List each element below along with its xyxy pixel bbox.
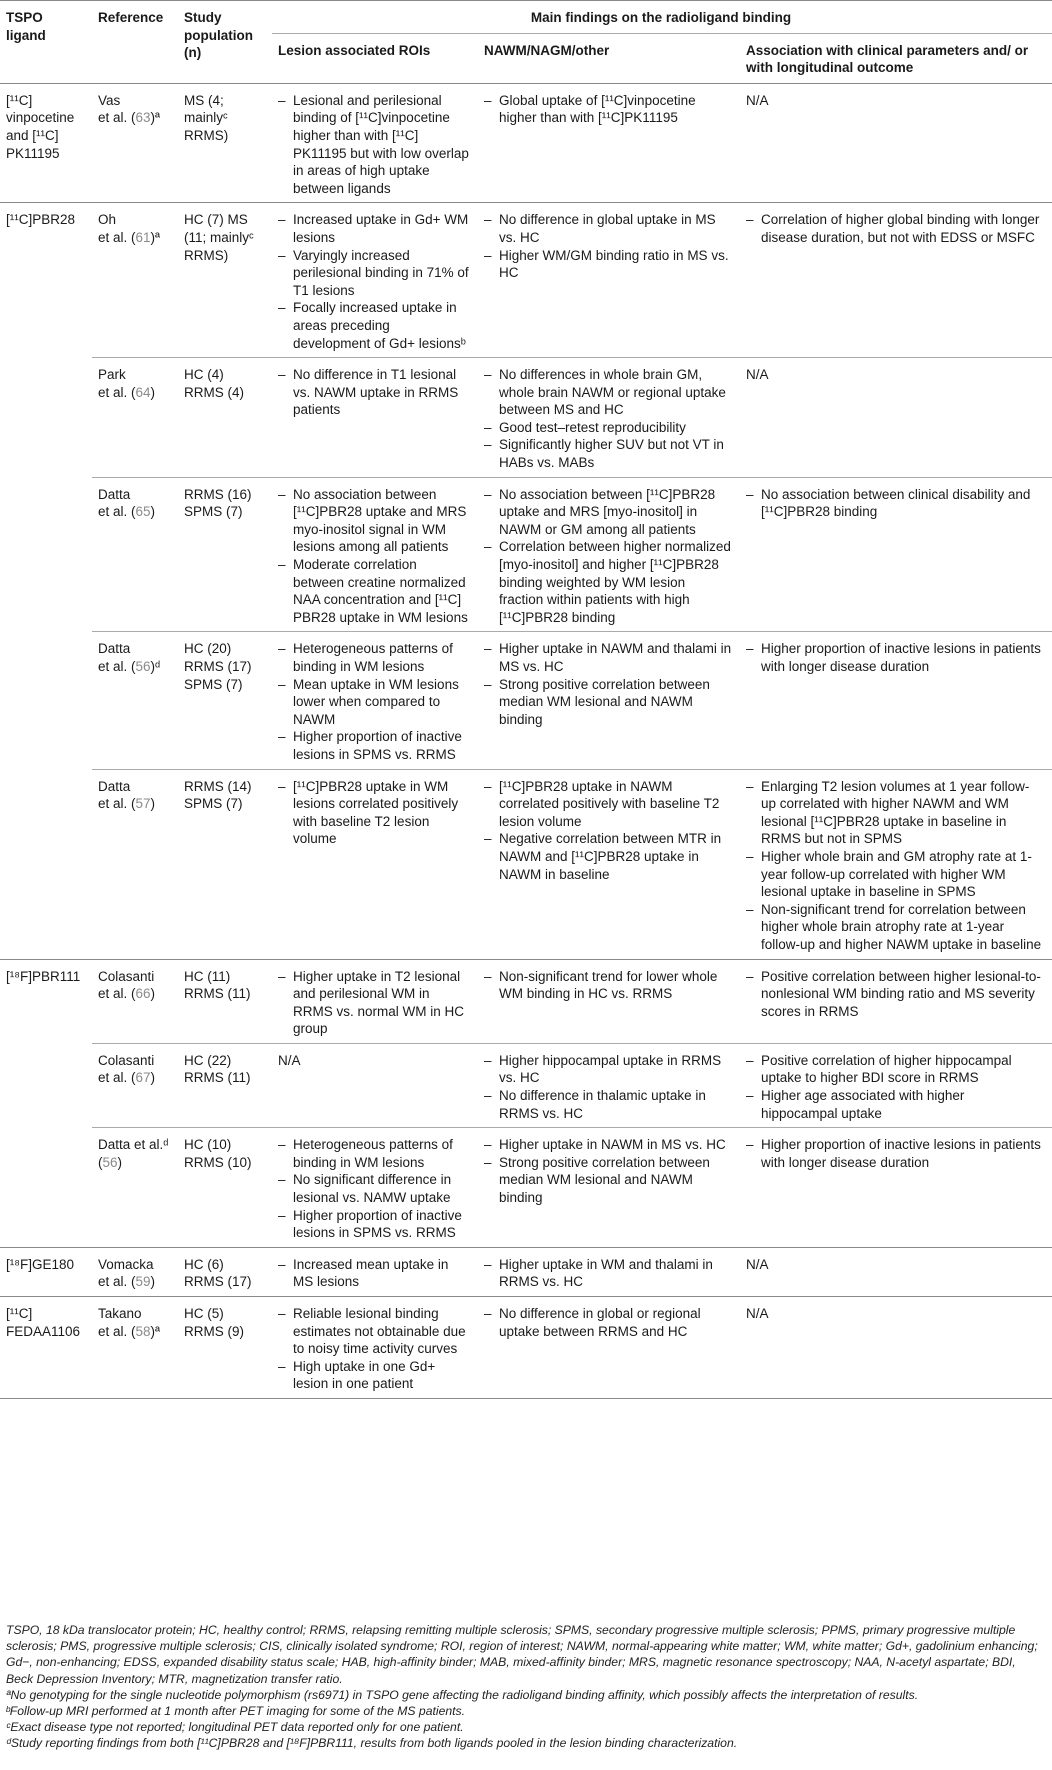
- nawm-list: [484, 1052, 732, 1122]
- nawm-list: [484, 778, 732, 884]
- header-reference: Reference: [92, 1, 178, 84]
- lesion-cell: [272, 203, 478, 358]
- reference-cell: [92, 769, 178, 959]
- nawm-list: [484, 211, 732, 281]
- study-population-cell: MS (4; mainlyᶜ RRMS): [178, 83, 272, 203]
- nawm-finding: – No difference in global uptake in MS vs. HC: [484, 211, 732, 246]
- reference-suffix: ): [150, 1274, 156, 1290]
- study-population-cell: HC (11) RRMS (11): [178, 959, 272, 1043]
- nawm-finding: – Higher uptake in NAWM in MS vs. HC: [484, 1136, 732, 1154]
- reference-author: Colasanti: [98, 1052, 155, 1068]
- reference-etal: et al. (: [98, 110, 136, 126]
- reference-suffix: )ª: [150, 1323, 161, 1339]
- table-row: [0, 1297, 1052, 1399]
- study-population-cell: HC (22) RRMS (11): [178, 1043, 272, 1127]
- reference-etal: et al. (: [98, 229, 136, 245]
- lesion-list: [278, 211, 470, 352]
- reference-suffix: )ᵈ: [150, 659, 161, 674]
- table-row: [0, 358, 1052, 478]
- lesion-finding: – [¹¹C]PBR28 uptake in WM lesions correlated positively with baseline T2 lesion volume: [278, 778, 470, 848]
- clinical-cell: N/A: [740, 1297, 1052, 1399]
- nawm-finding: – Significantly higher SUV but not VT in HABs vs. MABs: [484, 436, 732, 471]
- clinical-finding: – Higher whole brain and GM atrophy rate at 1-year follow-up correlated with higher WM lesional uptake in baseline in SPMS: [746, 848, 1044, 901]
- clinical-list: [746, 640, 1044, 675]
- reference-cell: [92, 1247, 178, 1296]
- reference-suffix: )ª: [150, 110, 161, 126]
- reference-author: Datta: [98, 641, 131, 657]
- reference-author: Takano: [98, 1306, 142, 1321]
- table-row: [0, 1247, 1052, 1296]
- header-study-population: Study population (n): [178, 1, 272, 84]
- reference-suffix: )ª: [150, 229, 161, 245]
- clinical-cell: [740, 769, 1052, 959]
- clinical-list: [746, 1136, 1044, 1171]
- lesion-list: [278, 486, 470, 627]
- table-header: [0, 1, 1052, 84]
- footnote: TSPO, 18 kDa translocator protein; HC, healthy control; RRMS, relapsing remitting multiple sclerosis; SPMS, secondary progressive multiple sclerosis; PPMS, primary progressive multiple sclerosis; PMS, progressive multiple sclerosis; CIS, clinically isolated syndrome; ROI, region of interest; NAWM, normal-appearing white matter; WM, white matter; Gd+, gadolinium enhancing; Gd−, non-enhancing; EDSS, expanded disability status scale; HAB, high-affinity binder; MAB, mixed-affinity binder; MRS, magnetic resonance spectroscopy; NAA, N-acetyl aspartate; BDI, Beck Depression Inventory; MTR, magnetization transfer ratio.: [6, 1623, 1038, 1686]
- clinical-cell: N/A: [740, 83, 1052, 203]
- reference-cell: [92, 1043, 178, 1127]
- ligand-cell: [¹⁸F]PBR111: [0, 959, 92, 1043]
- header-main-findings: Main findings on the radioligand binding: [272, 1, 1052, 34]
- clinical-cell: [740, 1128, 1052, 1248]
- reference-cell: [92, 83, 178, 203]
- reference-number: 66: [135, 986, 151, 1002]
- nawm-finding: – Good test–retest reproducibility: [484, 419, 732, 437]
- lesion-finding: – Heterogeneous patterns of binding in WM lesions: [278, 1136, 470, 1171]
- table-row: [0, 1043, 1052, 1127]
- lesion-finding: – No association between [¹¹C]PBR28 uptake and MRS myo-inositol signal in WM lesions among all patients: [278, 486, 470, 556]
- header-tspo-ligand: TSPO ligand: [0, 1, 92, 84]
- nawm-finding: – No association between [¹¹C]PBR28 uptake and MRS [myo-inositol] in NAWM or GM among all patients: [484, 486, 732, 539]
- nawm-finding: – Higher uptake in WM and thalami in RRMS vs. HC: [484, 1256, 732, 1291]
- lesion-finding: – Increased uptake in Gd+ WM lesions: [278, 211, 470, 246]
- nawm-cell: [478, 769, 740, 959]
- nawm-list: [484, 92, 732, 127]
- lesion-finding: – Higher proportion of inactive lesions in SPMS vs. RRMS: [278, 1207, 470, 1242]
- reference-number: 56: [135, 659, 151, 674]
- study-population-cell: HC (10) RRMS (10): [178, 1128, 272, 1248]
- nawm-finding: – No differences in whole brain GM, whole brain NAWM or regional uptake between MS and HC: [484, 366, 732, 419]
- lesion-cell: [272, 477, 478, 632]
- lesion-finding: – Mean uptake in WM lesions lower when compared to NAWM: [278, 676, 470, 729]
- nawm-cell: [478, 358, 740, 478]
- lesion-finding: – Higher uptake in T2 lesional and perilesional WM in RRMS vs. normal WM in HC group: [278, 968, 470, 1038]
- reference-cell: [92, 1297, 178, 1399]
- study-population-cell: HC (6) RRMS (17): [178, 1247, 272, 1296]
- header-clinical: Association with clinical parameters and/ or with longitudinal outcome: [740, 33, 1052, 83]
- reference-author: Datta et al.ᵈ: [98, 1137, 169, 1153]
- reference-number: 56: [102, 1154, 118, 1170]
- reference-number: 59: [135, 1274, 151, 1290]
- lesion-list: [278, 92, 470, 198]
- nawm-cell: [478, 1247, 740, 1296]
- ligand-cell: [0, 769, 92, 959]
- reference-number: 61: [135, 229, 151, 245]
- nawm-cell: [478, 959, 740, 1043]
- reference-author: Colasanti: [98, 968, 155, 984]
- lesion-cell: [272, 769, 478, 959]
- ligand-cell: [¹¹C]PBR28: [0, 203, 92, 358]
- lesion-list: [278, 366, 470, 419]
- table-body: [0, 83, 1052, 1398]
- reference-etal: et al. (: [98, 986, 136, 1002]
- reference-number: 64: [135, 384, 151, 400]
- nawm-list: [484, 640, 732, 728]
- study-population-cell: HC (4) RRMS (4): [178, 358, 272, 478]
- clinical-cell: [740, 477, 1052, 632]
- table-row: [0, 632, 1052, 769]
- header-lesion-rois: Lesion associated ROIs: [272, 33, 478, 83]
- table-row: [0, 769, 1052, 959]
- footnote: ªNo genotyping for the single nucleotide polymorphism (rs6971) in TSPO gene affecting the radioligand binding affinity, which possibly affects the interpretation of results.: [6, 1687, 919, 1702]
- clinical-list: [746, 968, 1044, 1021]
- lesion-finding: – Focally increased uptake in areas preceding development of Gd+ lesionsᵇ: [278, 299, 470, 352]
- reference-suffix: ): [150, 384, 156, 400]
- nawm-list: [484, 1136, 732, 1206]
- nawm-list: [484, 1256, 732, 1291]
- ligand-cell: [¹¹C] vinpocetine and [¹¹C] PK11195: [0, 83, 92, 203]
- ligand-cell: [0, 632, 92, 769]
- nawm-list: [484, 486, 732, 627]
- lesion-list: [278, 1136, 470, 1242]
- clinical-list: [746, 211, 1044, 246]
- study-population-cell: HC (20) RRMS (17) SPMS (7): [178, 632, 272, 769]
- reference-suffix: ): [117, 1154, 123, 1170]
- lesion-cell: N/A: [272, 1043, 478, 1127]
- reference-number: 57: [135, 796, 151, 812]
- ligand-cell: [0, 1128, 92, 1248]
- ligand-cell: [¹¹C] FEDAA1106: [0, 1297, 92, 1399]
- lesion-cell: [272, 83, 478, 203]
- lesion-list: [278, 640, 470, 763]
- reference-author: Datta: [98, 486, 131, 502]
- nawm-cell: [478, 1043, 740, 1127]
- lesion-cell: [272, 632, 478, 769]
- clinical-finding: – Positive correlation between higher lesional-to-nonlesional WM binding ratio and MS severity scores in RRMS: [746, 968, 1044, 1021]
- nawm-finding: – Non-significant trend for lower whole WM binding in HC vs. RRMS: [484, 968, 732, 1003]
- reference-etal: et al. (: [98, 1070, 136, 1086]
- nawm-finding: – [¹¹C]PBR28 uptake in NAWM correlated positively with baseline T2 lesion volume: [484, 778, 732, 831]
- reference-author: Vomacka: [98, 1256, 154, 1272]
- nawm-cell: [478, 1297, 740, 1399]
- nawm-cell: [478, 477, 740, 632]
- reference-etal: et al. (: [98, 1274, 136, 1290]
- clinical-finding: – Higher proportion of inactive lesions in patients with longer disease duration: [746, 640, 1044, 675]
- nawm-finding: – Higher uptake in NAWM and thalami in MS vs. HC: [484, 640, 732, 675]
- ligand-cell: [0, 1043, 92, 1127]
- clinical-finding: – No association between clinical disability and [¹¹C]PBR28 binding: [746, 486, 1044, 521]
- reference-number: 58: [135, 1323, 151, 1339]
- clinical-finding: – Higher proportion of inactive lesions in patients with longer disease duration: [746, 1136, 1044, 1171]
- table-row: [0, 203, 1052, 358]
- reference-etal: et al. (: [98, 504, 136, 520]
- study-population-cell: HC (5) RRMS (9): [178, 1297, 272, 1399]
- reference-suffix: ): [150, 986, 156, 1002]
- footnote: ᶜExact disease type not reported; longitudinal PET data reported only for one patient.: [6, 1720, 464, 1735]
- nawm-cell: [478, 203, 740, 358]
- clinical-list: [746, 778, 1044, 954]
- study-population-cell: RRMS (14) SPMS (7): [178, 769, 272, 959]
- clinical-cell: N/A: [740, 358, 1052, 478]
- nawm-finding: – Global uptake of [¹¹C]vinpocetine higher than with [¹¹C]PK11195: [484, 92, 732, 127]
- nawm-list: [484, 968, 732, 1003]
- reference-author: Oh: [98, 212, 117, 228]
- reference-author: Vas: [98, 92, 121, 108]
- lesion-cell: [272, 1128, 478, 1248]
- footnote: ᵇFollow-up MRI performed at 1 month after PET imaging for some of the MS patients.: [6, 1704, 465, 1719]
- header-nawm: NAWM/NAGM/other: [478, 33, 740, 83]
- lesion-finding: – Higher proportion of inactive lesions in SPMS vs. RRMS: [278, 728, 470, 763]
- nawm-finding: – Negative correlation between MTR in NAWM and [¹¹C]PBR28 uptake in NAWM in baseline: [484, 830, 732, 883]
- reference-author: Park: [98, 367, 126, 383]
- lesion-finding: – No difference in T1 lesional vs. NAWM uptake in RRMS patients: [278, 366, 470, 419]
- footnote: ᵈStudy reporting findings from both [¹¹C]PBR28 and [¹⁸F]PBR111, results from both ligands pooled in the lesion binding characterization.: [6, 1736, 738, 1751]
- nawm-finding: – Strong positive correlation between median WM lesional and NAWM binding: [484, 676, 732, 729]
- clinical-cell: N/A: [740, 1247, 1052, 1296]
- table-footnotes: [6, 1622, 1046, 1752]
- lesion-finding: – Varyingly increased perilesional binding in 71% of T1 lesions: [278, 247, 470, 300]
- clinical-cell: [740, 632, 1052, 769]
- ligand-cell: [0, 358, 92, 478]
- reference-cell: [92, 959, 178, 1043]
- table-row: [0, 83, 1052, 203]
- nawm-finding: – Correlation between higher normalized [myo-inositol] and higher [¹¹C]PBR28 binding weighted by WM lesion fraction within patients with high [¹¹C]PBR28 binding: [484, 538, 732, 626]
- clinical-finding: – Higher age associated with higher hippocampal uptake: [746, 1087, 1044, 1122]
- clinical-cell: [740, 959, 1052, 1043]
- reference-cell: [92, 632, 178, 769]
- ligand-cell: [¹⁸F]GE180: [0, 1247, 92, 1296]
- lesion-finding: – Increased mean uptake in MS lesions: [278, 1256, 470, 1291]
- reference-etal: et al. (: [98, 1323, 136, 1339]
- nawm-finding: – Higher WM/GM binding ratio in MS vs. HC: [484, 247, 732, 282]
- reference-number: 63: [135, 110, 151, 126]
- nawm-finding: – Strong positive correlation between median WM lesional and NAWM binding: [484, 1154, 732, 1207]
- reference-etal: et al. (: [98, 796, 136, 812]
- clinical-finding: – Non-significant trend for correlation between higher whole brain atrophy rate at 1-year follow-up and higher NAWM uptake in baseline: [746, 901, 1044, 954]
- reference-number: 67: [135, 1070, 151, 1086]
- lesion-finding: – No significant difference in lesional vs. NAMW uptake: [278, 1171, 470, 1206]
- lesion-finding: – Reliable lesional binding estimates not obtainable due to noisy time activity curves: [278, 1305, 470, 1358]
- reference-suffix: ): [150, 504, 156, 520]
- lesion-list: [278, 778, 470, 848]
- reference-cell: [92, 203, 178, 358]
- lesion-list: [278, 968, 470, 1038]
- study-population-cell: RRMS (16) SPMS (7): [178, 477, 272, 632]
- ligand-cell: [0, 477, 92, 632]
- nawm-list: [484, 366, 732, 472]
- lesion-cell: [272, 1297, 478, 1399]
- clinical-list: [746, 486, 1044, 521]
- clinical-cell: [740, 203, 1052, 358]
- lesion-list: [278, 1305, 470, 1393]
- reference-author: Datta: [98, 778, 131, 794]
- lesion-cell: [272, 959, 478, 1043]
- reference-cell: [92, 1128, 178, 1248]
- lesion-cell: [272, 1247, 478, 1296]
- table-row: [0, 477, 1052, 632]
- nawm-cell: [478, 1128, 740, 1248]
- reference-etal: et al. (: [98, 659, 136, 674]
- lesion-list: [278, 1256, 470, 1291]
- clinical-finding: – Enlarging T2 lesion volumes at 1 year follow-up correlated with higher NAWM and WM lesional [¹¹C]PBR28 uptake in baseline in RRMS but not in SPMS: [746, 778, 1044, 848]
- lesion-finding: – Lesional and perilesional binding of [¹¹C]vinpocetine higher than with [¹¹C] PK11195 but with low overlap in areas of high uptake between ligands: [278, 92, 470, 198]
- clinical-list: [746, 1052, 1044, 1122]
- reference-etal: et al. (: [98, 384, 136, 400]
- reference-cell: [92, 358, 178, 478]
- lesion-cell: [272, 358, 478, 478]
- nawm-list: [484, 1305, 732, 1340]
- nawm-finding: – Higher hippocampal uptake in RRMS vs. HC: [484, 1052, 732, 1087]
- nawm-cell: [478, 632, 740, 769]
- reference-etal: (: [98, 1154, 103, 1170]
- study-population-cell: HC (7) MS (11; mainlyᶜ RRMS): [178, 203, 272, 358]
- clinical-finding: – Correlation of higher global binding with longer disease duration, but not with EDSS or MSFC: [746, 211, 1044, 246]
- reference-suffix: ): [150, 1070, 156, 1086]
- reference-number: 65: [135, 504, 151, 520]
- reference-cell: [92, 477, 178, 632]
- table-row: [0, 959, 1052, 1043]
- clinical-finding: – Positive correlation of higher hippocampal uptake to higher BDI score in RRMS: [746, 1052, 1044, 1087]
- table-row: [0, 1128, 1052, 1248]
- nawm-cell: [478, 83, 740, 203]
- nawm-finding: – No difference in global or regional uptake between RRMS and HC: [484, 1305, 732, 1340]
- clinical-cell: [740, 1043, 1052, 1127]
- lesion-finding: – Moderate correlation between creatine normalized NAA concentration and [¹¹C] PBR28 uptake in WM lesions: [278, 556, 470, 626]
- lesion-finding: – High uptake in one Gd+ lesion in one patient: [278, 1358, 470, 1393]
- reference-suffix: ): [150, 796, 156, 812]
- lesion-finding: – Heterogeneous patterns of binding in WM lesions: [278, 640, 470, 675]
- nawm-finding: – No difference in thalamic uptake in RRMS vs. HC: [484, 1087, 732, 1122]
